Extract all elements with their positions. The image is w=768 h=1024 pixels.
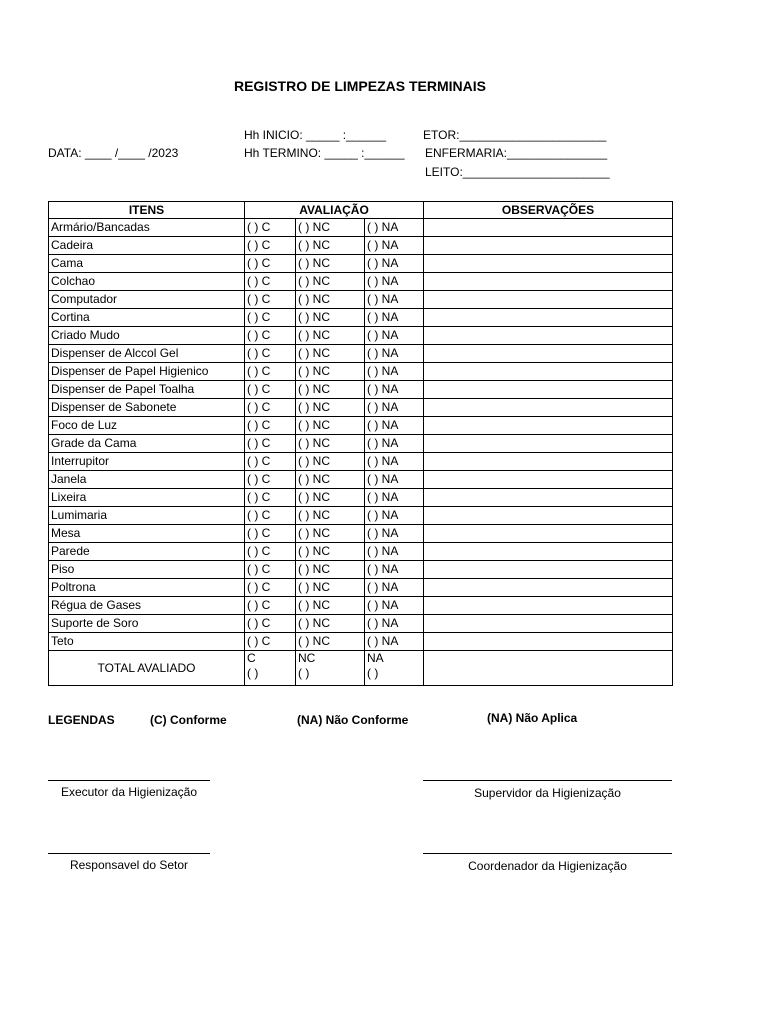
- option-nao-aplica[interactable]: ( ) NA: [365, 525, 424, 543]
- responsible-signature-label: Responsavel do Setor: [69, 858, 189, 872]
- option-conforme[interactable]: ( ) C: [245, 345, 296, 363]
- observation-cell[interactable]: [424, 309, 673, 327]
- total-na-box: ( ): [367, 666, 379, 680]
- table-row: [49, 453, 673, 471]
- item-name: Suporte de Soro: [49, 615, 245, 633]
- table-row: [49, 237, 673, 255]
- observation-cell[interactable]: [424, 633, 673, 651]
- observation-cell[interactable]: [424, 417, 673, 435]
- table-row: [49, 309, 673, 327]
- option-nao-aplica[interactable]: ( ) NA: [365, 255, 424, 273]
- option-nao-conforme[interactable]: ( ) NC: [296, 237, 365, 255]
- option-conforme[interactable]: ( ) C: [245, 363, 296, 381]
- end-time-field[interactable]: Hh TERMINO: _____ :______: [244, 146, 405, 160]
- option-nao-aplica[interactable]: ( ) NA: [365, 507, 424, 525]
- legend-nao-aplica: (NA) Não Aplica: [487, 711, 578, 725]
- observation-cell[interactable]: [424, 453, 673, 471]
- option-nao-aplica[interactable]: ( ) NA: [365, 561, 424, 579]
- total-label: TOTAL AVALIADO: [49, 651, 245, 686]
- observation-cell[interactable]: [424, 345, 673, 363]
- item-name: Cortina: [49, 309, 245, 327]
- coordinator-signature-label: Coordenador da Higienização: [468, 859, 627, 873]
- option-nao-conforme[interactable]: ( ) NC: [296, 561, 365, 579]
- option-conforme[interactable]: ( ) C: [245, 327, 296, 345]
- option-nao-conforme[interactable]: ( ) NC: [296, 381, 365, 399]
- coordinator-signature-line[interactable]: [423, 853, 672, 854]
- option-nao-aplica[interactable]: ( ) NA: [365, 219, 424, 237]
- option-nao-aplica[interactable]: ( ) NA: [365, 237, 424, 255]
- table-row: [49, 255, 673, 273]
- option-nao-conforme[interactable]: ( ) NC: [296, 579, 365, 597]
- table-row: [49, 363, 673, 381]
- option-nao-aplica[interactable]: ( ) NA: [365, 309, 424, 327]
- item-name: Régua de Gases: [49, 597, 245, 615]
- option-nao-aplica[interactable]: ( ) NA: [365, 381, 424, 399]
- total-na-cell[interactable]: [365, 651, 424, 686]
- item-name: Computador: [49, 291, 245, 309]
- option-conforme[interactable]: ( ) C: [245, 435, 296, 453]
- table-row: [49, 381, 673, 399]
- table-row: [49, 561, 673, 579]
- item-name: Cama: [49, 255, 245, 273]
- observation-cell[interactable]: [424, 489, 673, 507]
- option-conforme[interactable]: ( ) C: [245, 633, 296, 651]
- option-conforme[interactable]: ( ) C: [245, 309, 296, 327]
- option-conforme[interactable]: ( ) C: [245, 291, 296, 309]
- responsible-signature-line[interactable]: [48, 853, 210, 854]
- table-row: [49, 291, 673, 309]
- sector-field[interactable]: ETOR:______________________: [423, 128, 607, 142]
- option-nao-conforme[interactable]: ( ) NC: [296, 291, 365, 309]
- option-nao-conforme[interactable]: ( ) NC: [296, 597, 365, 615]
- item-name: Armário/Bancadas: [49, 219, 245, 237]
- observation-cell[interactable]: [424, 543, 673, 561]
- option-nao-conforme[interactable]: ( ) NC: [296, 309, 365, 327]
- option-nao-conforme[interactable]: ( ) NC: [296, 255, 365, 273]
- option-conforme[interactable]: ( ) C: [245, 561, 296, 579]
- table-row: [49, 543, 673, 561]
- option-nao-conforme[interactable]: ( ) NC: [296, 327, 365, 345]
- option-nao-aplica[interactable]: ( ) NA: [365, 435, 424, 453]
- observation-cell[interactable]: [424, 327, 673, 345]
- option-nao-conforme[interactable]: ( ) NC: [296, 417, 365, 435]
- option-conforme[interactable]: ( ) C: [245, 417, 296, 435]
- observation-cell[interactable]: [424, 255, 673, 273]
- option-nao-conforme[interactable]: ( ) NC: [296, 525, 365, 543]
- option-nao-aplica[interactable]: ( ) NA: [365, 471, 424, 489]
- table-row: [49, 399, 673, 417]
- bed-field[interactable]: LEITO:______________________: [425, 165, 610, 179]
- cleaning-checklist-table: [48, 201, 673, 686]
- option-nao-aplica[interactable]: ( ) NA: [365, 417, 424, 435]
- option-conforme[interactable]: ( ) C: [245, 381, 296, 399]
- option-nao-aplica[interactable]: ( ) NA: [365, 453, 424, 471]
- item-name: Parede: [49, 543, 245, 561]
- total-nc-label: NC: [298, 651, 316, 665]
- option-conforme[interactable]: ( ) C: [245, 237, 296, 255]
- item-name: Lumimaria: [49, 507, 245, 525]
- option-conforme[interactable]: ( ) C: [245, 471, 296, 489]
- legend-nao-conforme: (NA) Não Conforme: [297, 713, 409, 727]
- item-name: Mesa: [49, 525, 245, 543]
- option-nao-conforme[interactable]: ( ) NC: [296, 273, 365, 291]
- item-name: Interrupitor: [49, 453, 245, 471]
- table-row: [49, 471, 673, 489]
- option-conforme[interactable]: ( ) C: [245, 255, 296, 273]
- table-row: [49, 525, 673, 543]
- option-conforme[interactable]: ( ) C: [245, 579, 296, 597]
- legend-conforme: (C) Conforme: [150, 713, 227, 727]
- observation-cell[interactable]: [424, 435, 673, 453]
- item-name: Dispenser de Sabonete: [49, 399, 245, 417]
- option-nao-aplica[interactable]: ( ) NA: [365, 399, 424, 417]
- item-name: Colchao: [49, 273, 245, 291]
- item-name: Grade da Cama: [49, 435, 245, 453]
- option-conforme[interactable]: ( ) C: [245, 597, 296, 615]
- item-name: Janela: [49, 471, 245, 489]
- table-row: [49, 417, 673, 435]
- item-name: Criado Mudo: [49, 327, 245, 345]
- option-nao-aplica[interactable]: ( ) NA: [365, 327, 424, 345]
- table-row: [49, 615, 673, 633]
- option-nao-aplica[interactable]: ( ) NA: [365, 597, 424, 615]
- option-nao-aplica[interactable]: ( ) NA: [365, 273, 424, 291]
- item-name: Dispenser de Papel Higienico: [49, 363, 245, 381]
- option-nao-conforme[interactable]: ( ) NC: [296, 615, 365, 633]
- executor-signature-label: Executor da Higienização: [60, 785, 198, 799]
- option-nao-conforme[interactable]: ( ) NC: [296, 453, 365, 471]
- item-name: Teto: [49, 633, 245, 651]
- total-c-label: C: [247, 651, 256, 665]
- page-title: REGISTRO DE LIMPEZAS TERMINAIS: [233, 78, 486, 94]
- table-row: [49, 273, 673, 291]
- ward-field[interactable]: ENFERMARIA:_______________: [425, 146, 608, 160]
- item-name: Piso: [49, 561, 245, 579]
- option-conforme[interactable]: ( ) C: [245, 525, 296, 543]
- executor-signature-line[interactable]: [48, 780, 210, 781]
- observation-cell[interactable]: [424, 615, 673, 633]
- option-conforme[interactable]: ( ) C: [245, 507, 296, 525]
- option-conforme[interactable]: ( ) C: [245, 543, 296, 561]
- option-nao-conforme[interactable]: ( ) NC: [296, 507, 365, 525]
- table-row: [49, 597, 673, 615]
- option-nao-aplica[interactable]: ( ) NA: [365, 615, 424, 633]
- observation-cell[interactable]: [424, 399, 673, 417]
- option-conforme[interactable]: ( ) C: [245, 489, 296, 507]
- total-nc-box: ( ): [298, 666, 310, 680]
- option-conforme[interactable]: ( ) C: [245, 219, 296, 237]
- column-header-items: ITENS: [49, 202, 245, 219]
- option-nao-aplica[interactable]: ( ) NA: [365, 345, 424, 363]
- total-na-label: NA: [367, 651, 384, 665]
- option-nao-conforme[interactable]: ( ) NC: [296, 399, 365, 417]
- item-name: Foco de Luz: [49, 417, 245, 435]
- table-row: [49, 219, 673, 237]
- table-row: [49, 327, 673, 345]
- option-nao-conforme[interactable]: ( ) NC: [296, 435, 365, 453]
- table-row: [49, 345, 673, 363]
- observation-cell[interactable]: [424, 579, 673, 597]
- option-nao-conforme[interactable]: ( ) NC: [296, 489, 365, 507]
- total-nc-cell[interactable]: [296, 651, 365, 686]
- date-field[interactable]: DATA: ____ /____ /2023: [48, 146, 179, 160]
- table-row: [49, 579, 673, 597]
- total-c-cell[interactable]: [245, 651, 296, 686]
- total-row: [49, 651, 673, 686]
- item-name: Dispenser de Alccol Gel: [49, 345, 245, 363]
- table-row: [49, 435, 673, 453]
- option-nao-conforme[interactable]: ( ) NC: [296, 543, 365, 561]
- option-nao-conforme[interactable]: ( ) NC: [296, 219, 365, 237]
- observation-cell[interactable]: [424, 273, 673, 291]
- table-row: [49, 633, 673, 651]
- legend-label: LEGENDAS: [48, 713, 115, 727]
- option-nao-aplica[interactable]: ( ) NA: [365, 489, 424, 507]
- table-header-row: [49, 202, 673, 219]
- observation-cell[interactable]: [424, 561, 673, 579]
- item-name: Poltrona: [49, 579, 245, 597]
- item-name: Dispenser de Papel Toalha: [49, 381, 245, 399]
- option-conforme[interactable]: ( ) C: [245, 273, 296, 291]
- option-nao-conforme[interactable]: ( ) NC: [296, 363, 365, 381]
- observation-cell[interactable]: [424, 291, 673, 309]
- column-header-evaluation: AVALIAÇÃO: [245, 202, 424, 219]
- supervisor-signature-line[interactable]: [423, 780, 672, 781]
- table-row: [49, 489, 673, 507]
- option-nao-aplica[interactable]: ( ) NA: [365, 291, 424, 309]
- observation-cell[interactable]: [424, 363, 673, 381]
- column-header-observations: OBSERVAÇÕES: [424, 202, 673, 219]
- table-row: [49, 507, 673, 525]
- observation-cell[interactable]: [424, 219, 673, 237]
- option-nao-conforme[interactable]: ( ) NC: [296, 633, 365, 651]
- total-c-box: ( ): [247, 666, 259, 680]
- option-nao-aplica[interactable]: ( ) NA: [365, 633, 424, 651]
- option-conforme[interactable]: ( ) C: [245, 453, 296, 471]
- option-nao-conforme[interactable]: ( ) NC: [296, 345, 365, 363]
- item-name: Cadeira: [49, 237, 245, 255]
- option-nao-conforme[interactable]: ( ) NC: [296, 471, 365, 489]
- observation-cell[interactable]: [424, 597, 673, 615]
- option-conforme[interactable]: ( ) C: [245, 615, 296, 633]
- start-time-field[interactable]: Hh INICIO: _____ :______: [244, 128, 387, 142]
- option-nao-aplica[interactable]: ( ) NA: [365, 579, 424, 597]
- supervisor-signature-label: Supervidor da Higienização: [474, 786, 621, 800]
- observation-cell[interactable]: [424, 381, 673, 399]
- observation-cell[interactable]: [424, 507, 673, 525]
- total-observation-cell[interactable]: [424, 651, 673, 686]
- observation-cell[interactable]: [424, 471, 673, 489]
- observation-cell[interactable]: [424, 237, 673, 255]
- option-nao-aplica[interactable]: ( ) NA: [365, 543, 424, 561]
- observation-cell[interactable]: [424, 525, 673, 543]
- item-name: Lixeira: [49, 489, 245, 507]
- option-nao-aplica[interactable]: ( ) NA: [365, 363, 424, 381]
- option-conforme[interactable]: ( ) C: [245, 399, 296, 417]
